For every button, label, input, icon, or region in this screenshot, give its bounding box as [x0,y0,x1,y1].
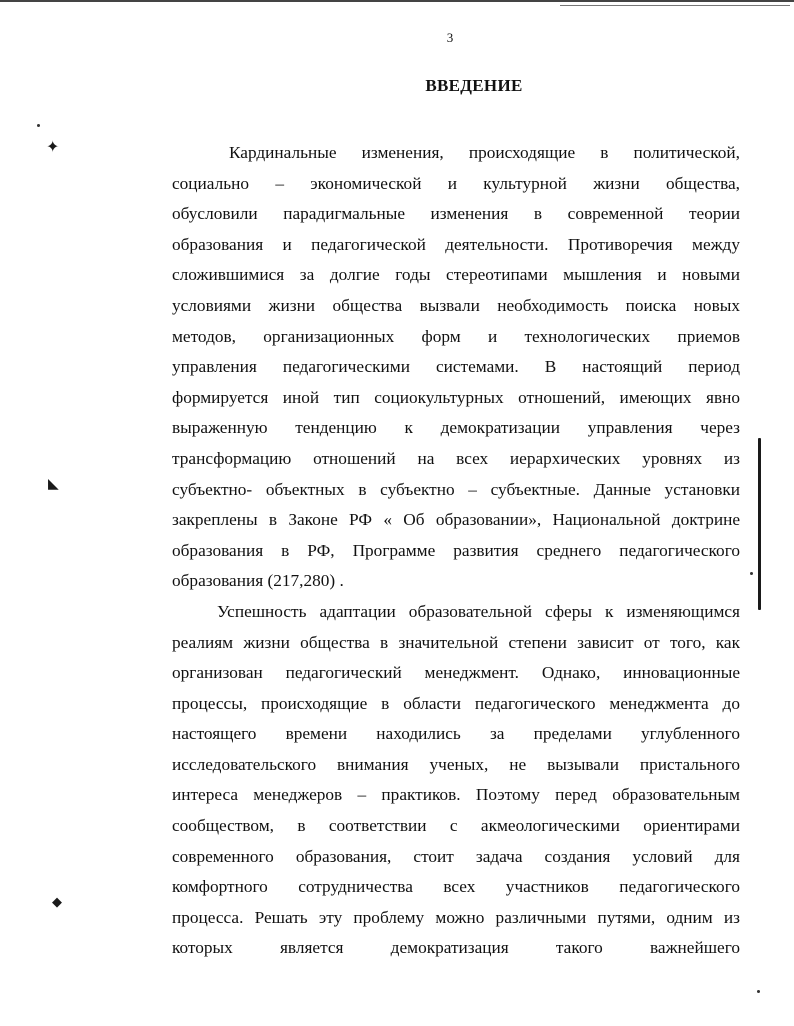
margin-dot [757,990,760,993]
page-number: 3 [446,30,454,45]
text-line: условиями жизни общества вызвали необходимость поиска новых [172,295,740,315]
text-line: процессы, происходящие в области педагогического менеджмента до [172,693,740,713]
text-line: трансформацию отношений на всех иерархических уровнях из [172,448,740,468]
text-line: настоящего времени находились за пределами углубленного [172,724,740,744]
text-line: сложившимися за долгие годы стереотипами мышления и новыми [172,265,740,285]
text-line: методов, организационных форм и технологических приемов [172,326,740,346]
text-line: организован педагогический менеджмент. Однако, инновационные [172,663,740,683]
text-line: комфортного сотрудничества всех участников педагогического [172,877,740,897]
text-line: интереса менеджеров – практиков. Поэтому перед образовательным [172,785,740,805]
text-line: обусловили парадигмальные изменения в современной теории [172,204,740,224]
section-heading: ВВЕДЕНИЕ [425,76,523,95]
text-line: сообществом, в соответствии с акмеологическими ориентирами [172,816,740,836]
text-line: процесса. Решать эту проблему можно различными путями, одним из [172,907,740,927]
text-line: Успешность адаптации образовательной сферы к изменяющимся [217,601,740,621]
text-line: выраженную тенденцию к демократизации управления через [172,418,740,438]
text-line: образования (217,280) . [172,571,344,591]
text-line: образования в РФ, Программе развития среднего педагогического [172,540,740,560]
text-line: формируется иной тип социокультурных отношений, имеющих явно [172,387,740,407]
margin-scan-bar [758,438,761,610]
text-line: Кардинальные изменения, происходящие в политической, [229,143,740,162]
text-line: которых является демократизация такого важнейшего [172,938,740,958]
text-line: закреплены в Законе РФ « Об образовании», Национальной доктрине [172,510,740,530]
margin-mark-icon: ✦ [46,139,60,156]
margin-mark-icon: ◣ [48,477,59,492]
text-line: образования и педагогической деятельности. Противоречия между [172,234,740,254]
text-line: управления педагогическими системами. В настоящий период [172,357,740,377]
margin-dot [37,124,40,127]
margin-mark-icon: ◆ [52,894,62,909]
text-line: современного образования, стоит задача создания условий для [172,846,740,866]
text-line: исследовательского внимания ученых, не вызывали пристального [172,754,740,774]
text-line: реалиям жизни общества в значительной степени зависит от того, как [172,632,740,652]
scan-top-edge [0,0,794,2]
text-line: субъектно- объектных в субъектно – субъектные. Данные установки [172,479,740,499]
scan-top-edge-line [560,5,790,6]
body-text [172,138,740,964]
margin-dot [750,572,753,575]
text-line: социально – экономической и культурной жизни общества, [172,173,740,193]
